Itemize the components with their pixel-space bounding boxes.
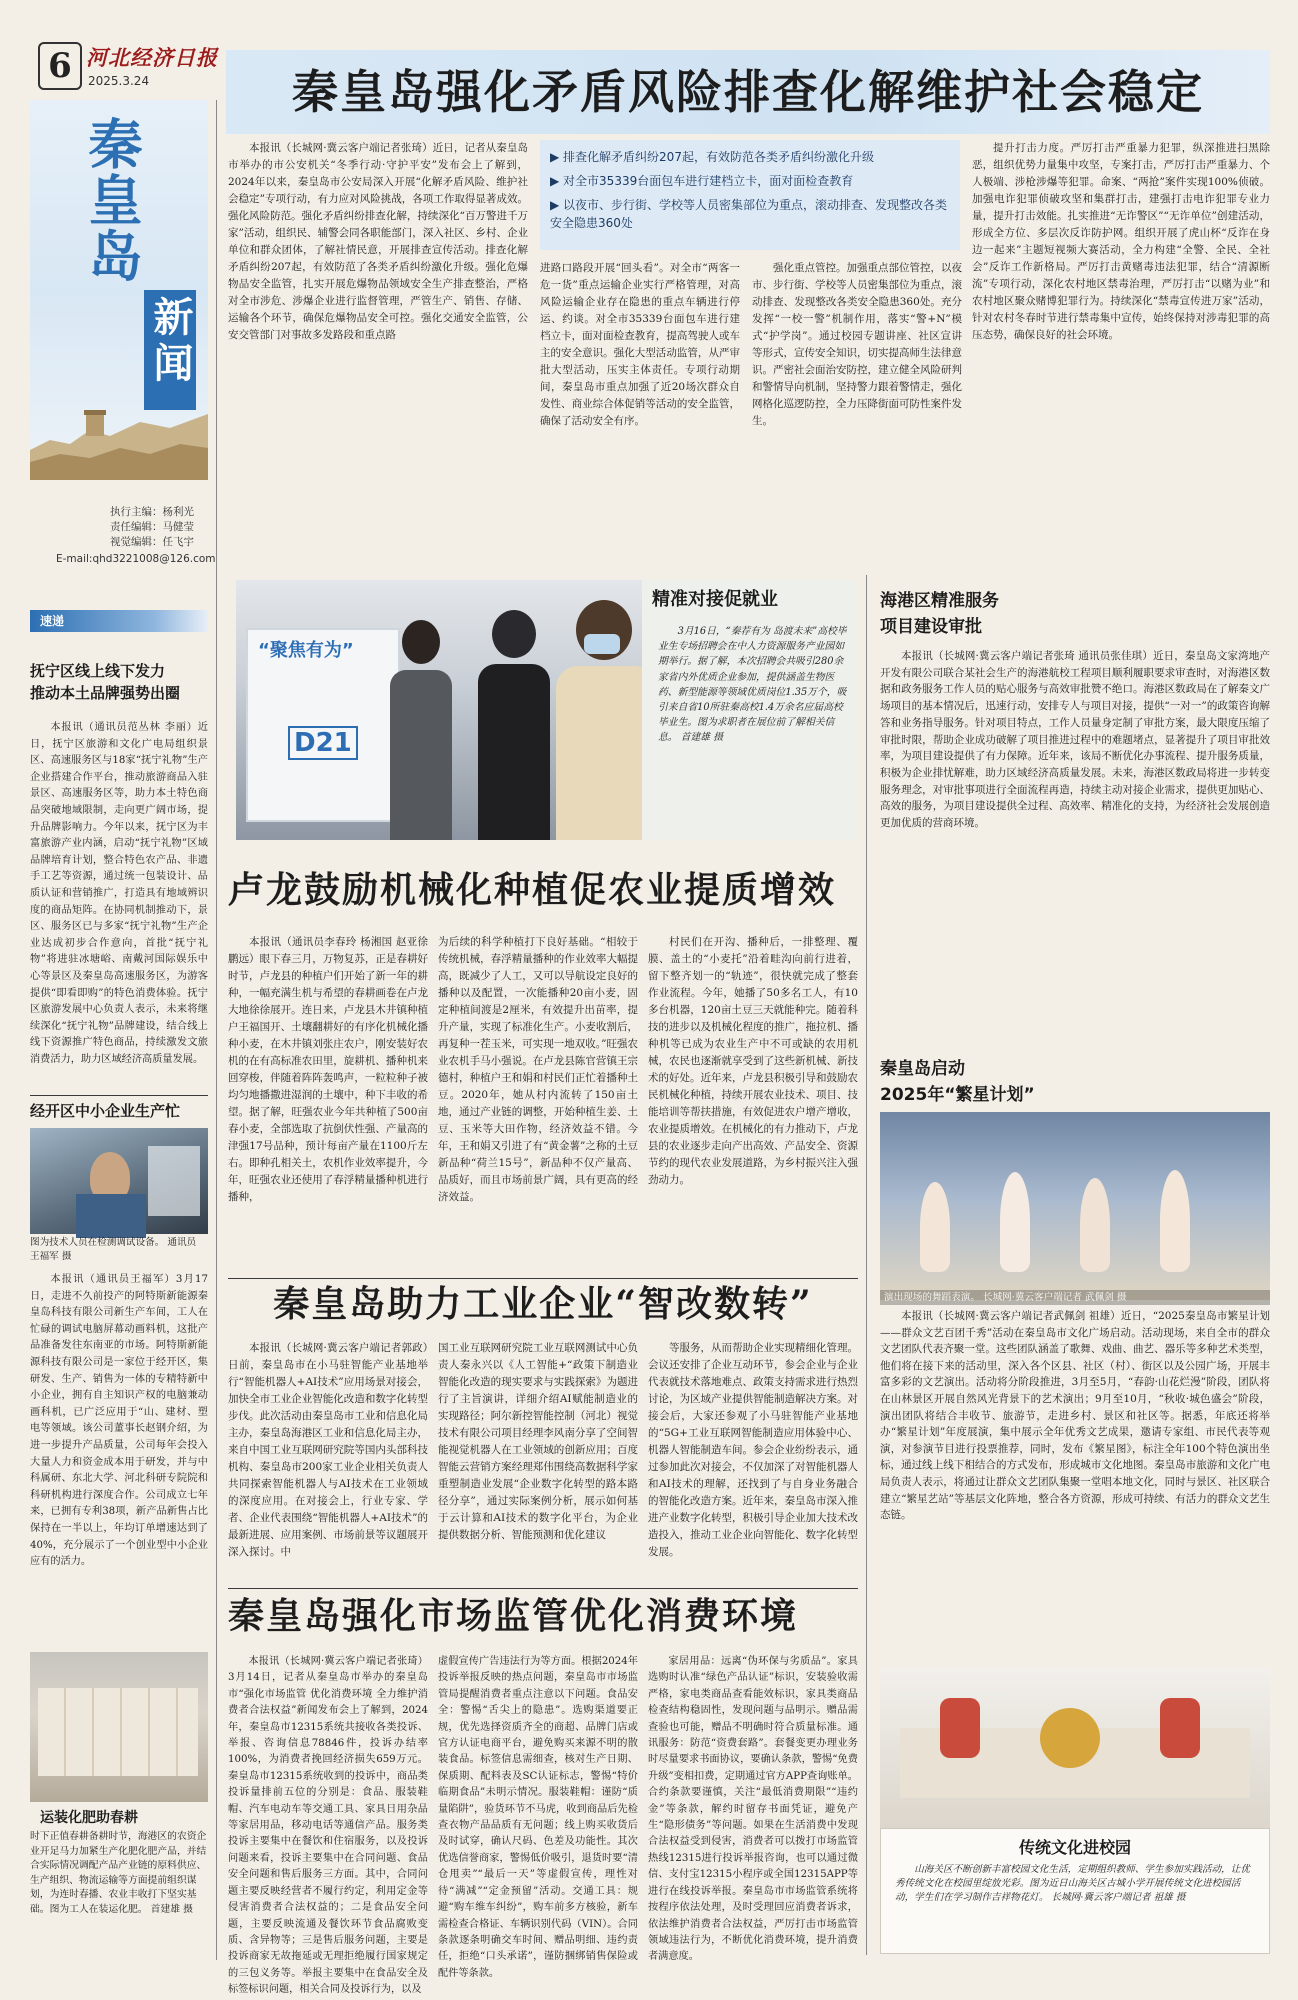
brief1-title-line: 抚宁区线上线下发力	[30, 662, 166, 680]
story2-headline: 卢龙鼓励机械化种植促农业提质增效	[228, 869, 837, 911]
story4-col3: 家居用品：远离“伪环保与劣质品”。家具选购时认准“绿色产品认证”标识，安装验收需严格，家电类商品查看能效标识，家具类商品检查结构稳固性，发现问题与品明示。赠品需查验也可能，赠品不明确时符合质量标准。通讯服务：防范“资费套路”。套餐变更办理业务时尽量要求书面协议，要确认条款，警惕“免费升级”变相扣费，定期通过官方APP查询账单。合约条款要谨慎，关注“最低消费期限”“违约金”等条款，解约时留存书面凭证，避免产生“隐形债务”等问题。如果在生活消费中发现合法权益受到侵害，消费者可以拨打市场监管热线12315进行投诉举报咨询，也可以通过微信、支付宝12315小程序或全国12315APP等进行在线投诉举报。秦皇岛市市场监管系统将按程序依法处理，及时受理回应消费者诉求，依法维护消费者合法权益，严厉打击市场监管领域违法行为，不断优化消费环境，提升消费者满意度。	[648, 1656, 858, 1963]
summary-text: 排查化解矛盾纠纷207起，有效防范各类矛盾纠纷激化升级	[563, 150, 874, 164]
lead-col3: 强化重点管控。加强重点部位管控，以夜市、步行街、学校等人员密集部位为重点，滚动排查、发现整改各类安全隐患360处。充分发挥“一校一警”机制作用，落实“警+N”模式“护学岗”。通过校园专题讲座、社区宣讲等形式，宣传安全知识，切实提高师生法律意识。严密社会面治安防控，建立健全风险研判和警情导向机制，坚持警力跟着警情走，强化网格化巡逻防控，全力压降街面可防性案件发生。	[752, 262, 962, 427]
right-brief3-caption-box	[880, 1828, 1270, 1954]
summary-text: 以夜市、步行街、学校等人员密集部位为重点，滚动排查、发现整改各类安全隐患360处	[550, 198, 948, 230]
dancer-figure	[1000, 1172, 1030, 1272]
right-brief3-caption: 山海关区不断创新丰富校园文化生活，定期组织教师、学生参加实践活动，让优秀传统文化在校园里绽放光彩。图为近日山海关区古城小学开展传统文化进校园活动，学生们在学习制作吉祥物花灯。 长城网·冀云客户端记者 祖雄 摄	[895, 1864, 1250, 1904]
express-label: 速递	[40, 614, 65, 628]
right-brief3-photo	[880, 1668, 1270, 1828]
dancer-figure	[1160, 1170, 1190, 1272]
page-number: 6	[38, 42, 82, 90]
story3-col1: 本报讯（长城网·冀云客户端记者郭政）日前，秦皇岛市在小马驻智能产业基地举行“智能机器人+AI技术”应用场景对接会，加快全市工业企业智能化改造和数字化转型步伐。此次活动由秦皇岛市工业和信息化局主办，秦皇岛海港区工业和信息化局主办，来自中国工业互联网研究院等国内头部科技机构、秦皇岛市200家工业企业相关负责人共同探索智能机器人与AI技术在工业领域的深度应用。在对接会上，行业专家、学者、企业代表围绕“智能机器人+AI技术”的最新进展、应用案例、市场前景等议题展开深入探讨。中	[228, 1342, 428, 1558]
lead-col4: 提升打击力度。严厉打击严重暴力犯罪，纵深推进扫黑除恶，组织优势力量集中攻坚，专案打击，严厉打击严重暴力、个人极端、涉枪涉爆等犯罪。命案、“两抢”案件实现100%侦破。加强电诈犯罪侦破攻坚和集群打击，建强打击电诈犯罪专业力量，提升打击效能。扎实推进“无诈警区”“无诈单位”创建活动，形成全方位、多层次反诈防护网。组织开展了虎山杯“反诈在身边一起来”主题短视频大赛活动，全力构建“全警、全民、全社会”反诈工作新格局。严厉打击黄赌毒违法犯罪，结合“清源断流”专项行动，深化农村地区禁毒治理，严厉打击“以赌为业”和农村地区聚众赌博犯罪行为。持续深化“禁毒宣传进万家”活动，针对农村冬春时节进行禁毒集中宣传，始终保持对涉毒犯罪的高压态势，确保良好的社会环境。	[972, 142, 1270, 341]
lead-summary-box	[540, 140, 960, 250]
brief2-title: 经开区中小企业生产忙	[30, 1102, 181, 1120]
divider	[228, 1278, 858, 1279]
lantern-figure	[1040, 1708, 1100, 1768]
poster-board	[246, 628, 400, 822]
summary-text: 对全市35339台面包车进行建档立卡，面对面检查教育	[563, 174, 854, 188]
divider	[228, 1588, 858, 1589]
right-brief1-body: 本报讯（长城网·冀云客户端记者张琦 通讯员张佳琪）近日，秦皇岛文家湾地产开发有限公司联合某社会生产的海港航校工程项目顺利履职要求审查时，对海港区数据和政务服务工作人员的贴心服务与高效审批赞不绝口。海港区数政局在了解秦文广场项目的基本情况后，迅速行动，安排专人与项目对接，提供“一对一”的政策咨询解答和业务指导服务。针对项目特点，工作人员量身定制了审批方案，最大限度压缩了审批时限，帮助企业成功破解了项目推进过程中的难题堵点，显著提升了项目审批效率，为项目建设提供了有力保障。近年来，该局不断优化办事流程、提升服务质量，积极为企业排忧解难，助力区域经济高质量发展。未来，海港区数政局将进一步转变服务理念，对审批事项进行全面流程再造，持续主动对接企业需求，提供更加贴心、高效的服务，为项目建设提供全过程、高效率、精准化的支持，为经济社会发展创造更加优质的营商环境。	[880, 650, 1270, 830]
story3-col2: 国工业互联网研究院工业互联网测试中心负责人秦永兴以《人工智能+“政策下制造业智能化改造的现实要求与实践探索》为题进行了主旨演讲，详细介绍AI赋能制造业的实现路径；阿尔新控智能控制（河北）视觉技术有限公司项目经理李风南分享了空间智能视觉机器人在工业领域的创新应用；百度智能云营销方案经理郑伟围绕高数据科学家重塑制造业发展“企业数字化转型的路本路径分享”，通过实际案例分析，展示如何基于云计算和AI技术的数字化平台，为企业提供数据分析、智能预测和优化建议	[438, 1342, 638, 1541]
summary-item: ▶ 以夜市、步行街、学校等人员密集部位为重点，滚动排查、发现整改各类安全隐患360处	[550, 198, 948, 230]
brief1-body: 本报讯（通讯员范丛林 李丽）近日，抚宁区旅游和文化广电局组织景区、高速服务区与18家“抚宁礼物”生产企业搭建合作平台，推动旅游商品入驻景区、高速服务区等，助力本土特色商品突破地域限制，走向更广阔市场，提升品牌影响力。今年以来，抚宁区为丰富旅游产业内涵，启动“抚宁礼物”区域品牌培育计划，整合特色农产品、非遗手工艺等资源，通过统一包装设计、品质认证和营销推广，打造具有地域辨识度的商品矩阵。在协同机制推动下，景区、服务区已与多家“抚宁礼物”生产企业达成初步合作意向，首批“抚宁礼物”将进驻冰塘峪、南戴河国际娱乐中心等景区及秦皇岛高速服务区，为游客提供“即看即购”的特色消费体验。抚宁区旅游发展中心负责人表示，未来将继续深化“抚宁礼物”品牌建设，结合线上线下资源推广特色商品，持续激发文旅消费活力，助力区域经济高质量发展。	[30, 722, 208, 1065]
brief2-body: 本报讯（通讯员王福军）3月17日，走进不久前投产的阿特斯新能源秦皇岛科技有限公司新生产车间，工人在忙碌的调试电脑屏幕动画料机，这批产品准备发往东南亚的市场。阿特斯新能源科技有限公司是一家位于经开区，集研发、生产、销售为一体的专精特新中小企业，拥有自主知识产权的电脑兼动画科机，已广泛应用于“山、建材、塑电等领域。该公司董事长赵钢介绍，为进一步提升产品质量，公司每年会投入大量人力和资金成本用于研发，并与中科属研、东北大学、河北科研专院院和科研机构进行深度合作。公司成立七年来，已拥有专利38项，新产品新售占比保持在一半以上，年均订单增速达到了40%，充分展示了一个创业型中小企业应有的活力。	[30, 1274, 208, 1568]
divider	[30, 1095, 208, 1096]
story2-col2: 为后续的科学种植打下良好基础。“相较于传统机械，春浮精量播种的作业效率大幅提高，既减少了人工，又可以导航设定良好的播种以及配置，一次能播种20亩小麦，固定种植间渡是2厘米，有效提升出苗率，提升产量，实现了标准化生产。小麦收割后，再复种一茬玉米，可实现一地双收。”旺强农业农机手马小强说。在卢龙县陈官营镇王宗德村，种植户王和娟和村民们正忙着播种土豆。2020年，她从村内流转了150亩土地，通过产业链的调整，开始种植生姜、土豆、玉米等大田作物，经济效益不错。今年，王和娟又引进了有“黄金薯”之称的土豆新品种“荷兰15号”，新品种不仅产量高、品质好，而且市场前景广阔，具有更高的经济效益。	[438, 936, 638, 1203]
express-bar	[30, 610, 208, 632]
right-brief2-body: 本报讯（长城网·冀云客户端记者武佩剑 祖雄）近日，“2025秦皇岛市繁星计划——群众文艺百团千秀”活动在秦皇岛市文化广场启动。活动现场，来自全市的群众文艺团队代表齐聚一堂。这些团队涵盖了歌舞、戏曲、曲艺、器乐等多种艺术类型，他们将在接下来的活动里，深入各个区县、社区（村）、街区以及公园广场，开展丰富多彩的文艺演出。活动将分阶段推进，3月至5月，“春韵·山花烂漫”阶段，团队将在山林景区开展自然风光背景下的艺术演出；9月至10月，“秋收·城色盛会”阶段，演出团队将结合丰收节、旅游节，走进乡村、景区和社区等。据悉，年底还将举办“繁星计划”年度展演，集中展示全年优秀文艺成果，邀请专家组、市民代表等观演，对参演节目进行投票推荐，同时，发布《繁星图》，标注全年100个特色演出坐标，通过线上线下相结合的方式发布，形成城市文化地图。秦皇岛市旅游和文化广电局负责人表示，将通过让群众文艺团队集聚一堂唱本地文化，同时与景区、社区联合建立“繁星艺站”等基层文化阵地，整合各方资源，形成可持续、有活力的群众文艺生态链。	[880, 1310, 1270, 1522]
brief1-title	[30, 660, 208, 704]
brief2-caption: 图为技术人员在检测调试设备。 通讯员 王福军 摄	[30, 1237, 197, 1262]
great-wall-illustration	[30, 370, 208, 480]
right-brief1-title-line: 项目建设审批	[880, 617, 982, 637]
right-brief2-photo	[880, 1112, 1270, 1300]
summary-item: ▶ 对全市35339台面包车进行建档立卡，面对面检查教育	[550, 174, 854, 188]
lead-headline-banner	[226, 50, 1270, 134]
brief3-caption: 时下正值春耕备耕时节，海港区的农资企业开足马力加紧生产化肥化肥产品，并结合实际情况调配产品产业链的原料供应、生产组织、物流运输等方面提前组织谋划，为连时春播、农业丰收打下坚实基础。图为工人在装运化肥。 首建雄 摄	[30, 1831, 207, 1915]
right-brief1-title	[880, 588, 1270, 640]
column-rule	[216, 100, 217, 1960]
editor-credits	[110, 505, 230, 550]
brief2-photo	[30, 1128, 208, 1234]
job-fair-sidebar	[642, 580, 856, 840]
brief1-title-line: 推动本土品牌强势出圈	[30, 684, 181, 702]
summary-item: ▶ 排查化解矛盾纠纷207起，有效防范各类矛盾纠纷激化升级	[550, 150, 874, 164]
story3-col3: 等服务，从而帮助企业实现精细化管理。会议还安排了企业互动环节，参会企业与企业代表就技术落地难点、政策支持需求进行热烈讨论，为区域产业提供智能制造解决方案。对接会后，大家还参观了小马驻智能产业基地的“5G+工业互联网智能制造应用体验中心、机器人智能制造车间。参会企业纷纷表示，通过参加此次对接会，不仅加深了对智能机器人和AI技术的理解，还找到了与自身业务融合的智能化改造方案。近年来，秦皇岛市深入推进产业数字化转型，积极引导企业加大技术改造投入，推动工业企业向智能化、数字化转型发展。	[648, 1342, 858, 1558]
poster-code: D21	[288, 726, 358, 760]
right-brief2-caption: 演出现场的舞蹈表演。 长城网·冀云客户端记者 武佩剑 摄	[880, 1290, 1270, 1305]
student-figure	[1160, 1698, 1200, 1758]
editor-line: 视觉编辑：任飞宇	[110, 536, 194, 548]
right-brief2-title-line: 2025年“繁星计划”	[880, 1085, 1035, 1105]
lead-headline: 秦皇岛强化矛盾风险排查化解维护社会稳定	[292, 65, 1204, 119]
paper-name-logo: 河北经济日报	[86, 45, 218, 70]
story4-col2: 虚假宣传广告违法行为等方面。根据2024年投诉举报反映的热点问题，秦皇岛市市场监管局提醒消费者重点注意以下问题。食品安全：警惕“舌尖上的隐患”。选购渠道要正规，优先选择资质齐全的商超、品牌门店或官方认证电商平台，避免购买来源不明的散装食品。标签信息需细查，核对生产日期、保质期、配料表及SC认证标志，警惕“特价临期食品”未明示情况。服装鞋帽：谨防“质量陷阱”，验货环节不马虎，收到商品后先检查衣物产品品质有无问题；线上购买收货后及时试穿，确认尺码、色差及功能性。其次优选信誉商家，警惕低价吸引，退货时要“清仓甩卖”“最后一天”等虚假宣传，理性对待“满减”“定金预留”活动。交通工具：规避“购车维车纠纷”，购车前多方核验，新车需检查合格证、车辆识别代码（VIN）。合同条款逐条明确交车时间、赠品明细、违约责任，拒绝“口头承诺”，谨防捆绑销售保险或配件等条款。	[438, 1656, 638, 1979]
right-brief1-title-line: 海港区精准服务	[880, 591, 999, 611]
machine	[148, 1146, 200, 1216]
photo-feature-caption: 3月16日，“秦荐有为 岛渡未来”高校毕业生专场招聘会在中人力资源服务产业园如期举行。据了解，本次招聘会共吸引280余家省内外优质企业参加，提供涵盖生物医药、新型能源等领域优质岗位1.35万个，吸引来自省10所驻秦高校1.4万余名应届高校毕业生。图为求职者在展位前了解相关信息。 首建雄 摄	[658, 626, 847, 744]
right-brief2-title-line: 秦皇岛启动	[880, 1059, 965, 1079]
student-figure	[940, 1698, 980, 1758]
editor-line: 责任编辑：马健莹	[110, 521, 194, 533]
poster-heading: “聚焦有为”	[258, 640, 354, 661]
issue-date: 2025.3.24	[88, 74, 150, 88]
editor-line: 执行主编：杨利光	[110, 506, 194, 518]
dancer-figure	[920, 1182, 950, 1272]
section-banner	[30, 100, 208, 480]
city-name: 秦皇岛	[80, 116, 144, 284]
column-rule	[866, 575, 867, 1955]
fertilizer-sacks	[38, 1688, 198, 1776]
brief3-photo	[30, 1652, 208, 1802]
dancer-figure	[1080, 1178, 1110, 1272]
story2-col3: 村民们在开沟、播种后，一排整理、覆膜、盖土的“小麦托”沿着畦沟向前行进着，留下整齐划一的“轨迹”，很快就完成了整套作业流程。今年，她播了50多名工人，有10多台机器，120亩土豆三天就能种完。随着科技的进步以及机械化程度的推广，拖拉机、播种机等已成为农业生产中不可或缺的农用机械，农民也逐渐就享受到了这些新机械、新技术的好处。近年来，卢龙县积极引导和鼓励农民机械化种植，持续开展农业技术、项目、技能培训等帮扶措施，有效促进农户增产增收，农业提质增效。在机械化的有力推动下，卢龙县的农业逐步走向产出高效、产品安全、资源节约的现代农业发展道路，为乡村振兴注入强劲动力。	[648, 936, 858, 1186]
section-name-text: 新闻	[147, 296, 194, 388]
right-brief3-title: 传统文化进校园	[1018, 1838, 1131, 1857]
story2-col1: 本报讯（通讯员李春玲 杨湘国 赵亚徐鹏远）眼下春三月，万物复苏，正是春耕好时节，卢龙县的种植户们开始了新一年的耕种，一幅充满生机与希望的春耕画卷在卢龙大地徐徐展开。连日来，卢龙县木井镇种植户王福国开、土壤翻耕好的有序化机械化播种小麦，在木井镇刘张庄农户，刚安装好农机的在有高标准农田里，旋耕机、播种机来回穿梭，伴随着阵阵轰鸣声，一粒粒种子被均匀地播撒进湿润的土壤中，种下丰收的希望。据了解，旺强农业今年共种植了500亩春小麦，全部选取了抗倒伏性强、产量高的津强17号品种，预计每亩产量在1100斤左右。即种孔相关土，农机作业效率提升，今年，旺强农业还使用了春浮精量播种机进行播种，	[228, 936, 428, 1203]
right-brief2-title	[880, 1056, 1270, 1108]
story4-headline: 秦皇岛强化市场监管优化消费环境	[228, 1595, 799, 1637]
lead-col2: 进路口路段开展“回头看”。对全市“两客一危一货”重点运输企业实行严格管理，对高风险运输企业存在隐患的重点车辆进行停运、约谈。对全市35339台面包车进行建档立卡，面对面检查教育，提高驾驶人或车主的安全意识。强化大型活动监管，从严审批大型活动，压实主体责任。专项行动期间，秦皇岛市重点加强了近20场次群众自发性、商业综合体促销等活动的安全监管，确保了活动安全有序。	[540, 262, 740, 427]
person-figure	[386, 620, 456, 840]
story3-headline: 秦皇岛助力工业企业“智改数转”	[273, 1283, 813, 1325]
photo-feature-title: 精准对接促就业	[652, 589, 778, 610]
brief3-title: 运装化肥助春耕	[40, 1810, 138, 1826]
editor-email: E-mail:qhd3221008@126.com	[56, 553, 216, 565]
person-figure	[556, 600, 656, 840]
story4-col1: 本报讯（长城网·冀云客户端记者张琦）3月14日，记者从秦皇岛市举办的秦皇岛市“强化市场监管 优化消费环境 全力维护消费者合法权益”新闻发布会上了解到，2024年，秦皇岛市12315系统共接收各类投诉、举报、咨询信息78846件，投诉办结率100%，为消费者挽回经济损失659万元。秦皇岛市12315系统收到的投诉中，商品类投诉量排前五位的分别是：食品、服装鞋帽、汽车电动车等交通工具、家具日用杂品等家居用品，移动电话等通信产品。服务类投诉主要集中在餐饮和住宿服务，以及投诉问题来看，投诉主要集中在合同问题、食品安全问题和售后服务三方面。其中，合同问题主要反映经营者不履行约定，利用定金等侵害消费者合法权益的；二是食品安全问题，主要反映流通及餐饮环节食品腐败变质、含异物等；三是售后服务问题，主要是投诉商家无故拖延或无理拒绝履行国家规定的三包义务等。举报主要集中在食品安全及标签标识问题，相关合同及投诉行为，以及	[228, 1656, 428, 1996]
worker-body	[76, 1194, 146, 1238]
person-figure	[474, 610, 554, 840]
lead-col1: 本报讯（长城网·冀云客户端记者张琦）近日，记者从秦皇岛市举办的市公安机关“冬季行动·守护平安”发布会上了解到，2024年以来，秦皇岛市公安局深入开展“化解矛盾风险、维护社会稳定”专项行动，有力应对风险挑战，各项工作取得显著成效。强化风险防范。强化矛盾纠纷排查化解，持续深化“百万警进千万家”活动，组织民、辅警会同各职能部门，深入社区、乡村、企业单位和群众团体，了解社情民意，开展排查宣传活动。排查化解矛盾纠纷207起，有效防范了各类矛盾纠纷激化升级。强化危爆物品安全监管，扎实开展危爆物品领域安全生产排查整治，严格对全市涉危、涉爆企业进行监督管理，严管生产、销售、存储、运输各个环节，确保危爆物品安全可控。强化交通安全监管，公安交管部门对事故多发路段和重点路	[228, 142, 528, 341]
